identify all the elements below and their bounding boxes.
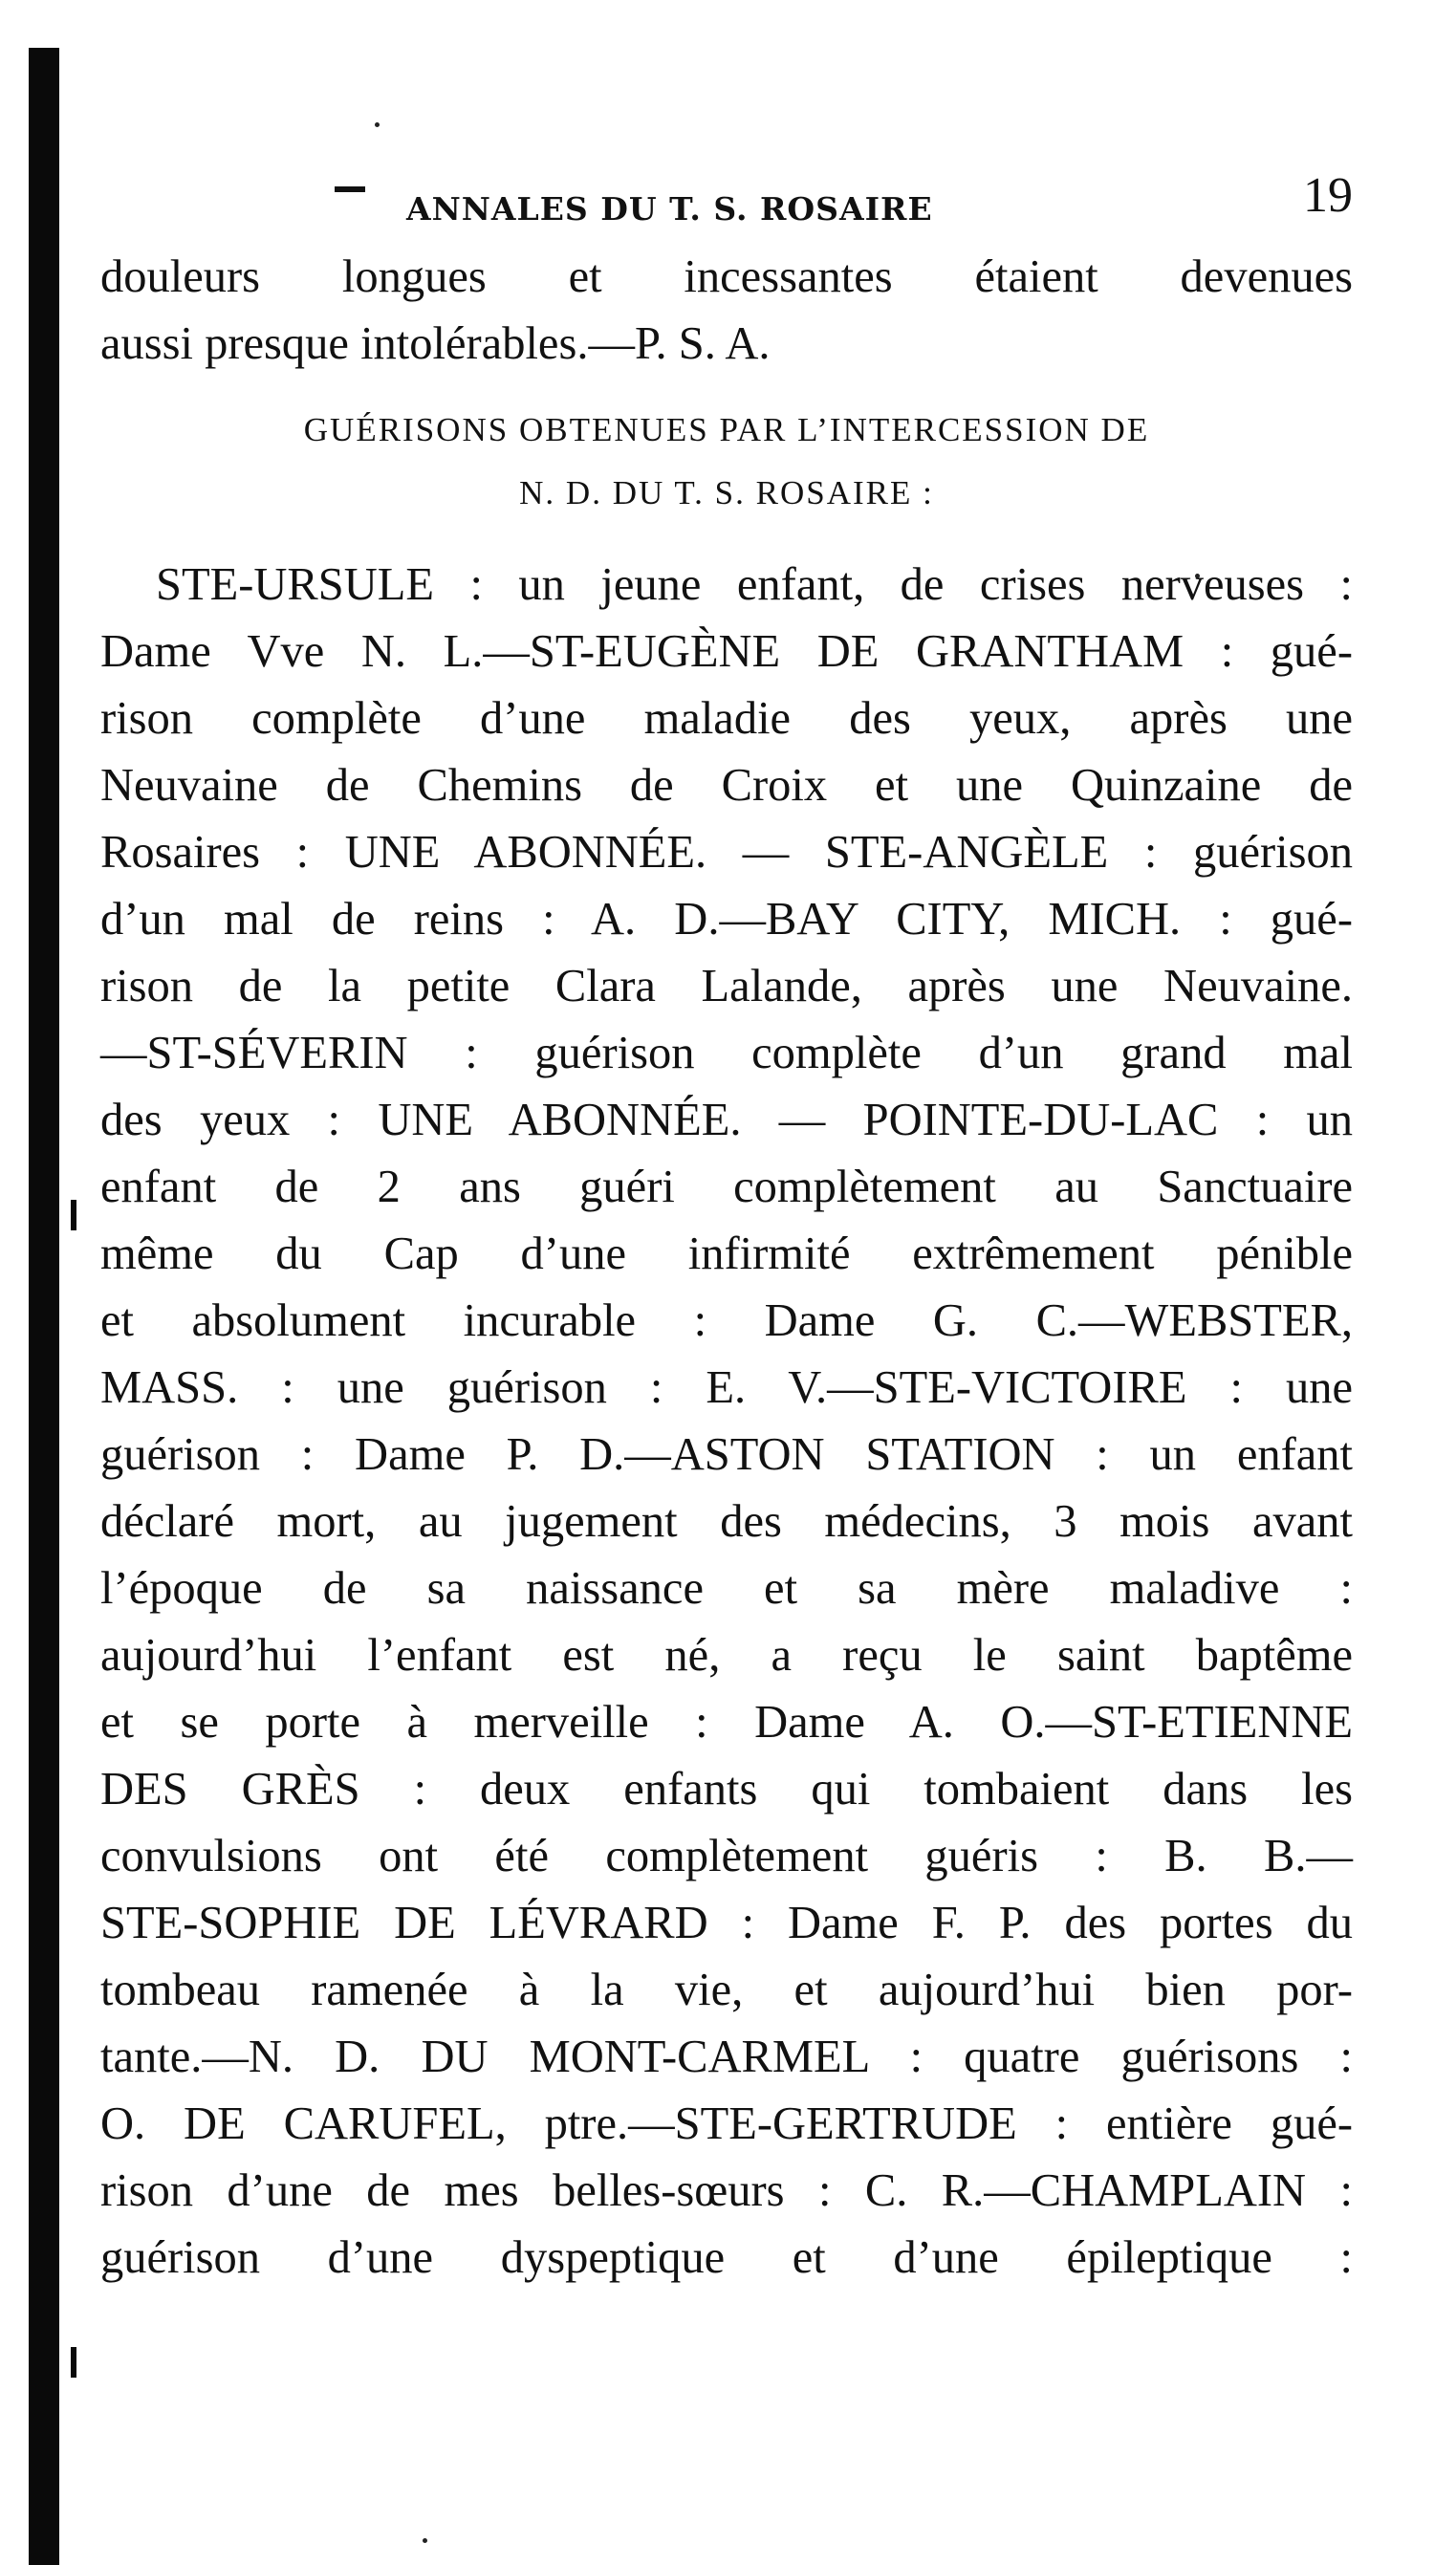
print-speck <box>423 2538 427 2543</box>
text-line: aujourd’hui l’enfant est né, a reçu le saint baptême <box>100 1630 1353 1681</box>
text-line: et absolument incurable : Dame G. C.—WEBSTER, <box>100 1295 1353 1346</box>
text-line: tante.—N. D. DU MONT-CARMEL : quatre guérisons : <box>100 2032 1353 2082</box>
text-line: aussi presque intolérables.—P. S. A. <box>100 318 771 369</box>
text-line: MASS. : une guérison : E. V.—STE-VICTOIRE : une <box>100 1362 1353 1413</box>
text-line: d’un mal de reins : A. D.—BAY CITY, MICH. : gué- <box>100 894 1353 945</box>
binding-mark <box>71 1200 76 1230</box>
header-dash <box>335 186 365 192</box>
page-binding-edge <box>29 48 59 2565</box>
text-line: Dame Vve N. L.—ST-EUGÈNE DE GRANTHAM : gué- <box>100 626 1353 677</box>
page-number: 19 <box>1303 168 1353 223</box>
text-line: guérison : Dame P. D.—ASTON STATION : un enfant <box>100 1429 1353 1480</box>
text-line: convulsions ont été complètement guéris : B. B.— <box>100 1831 1353 1881</box>
book-page <box>100 167 1353 2292</box>
text-line: Rosaires : UNE ABONNÉE. — STE-ANGÈLE : guérison <box>100 827 1353 878</box>
text-line: STE-SOPHIE DE LÉVRARD : Dame F. P. des portes du <box>100 1898 1353 1948</box>
running-head-title: ANNALES DU T. S. ROSAIRE <box>406 190 933 228</box>
text-line: enfant de 2 ans guéri complètement au Sanctuaire <box>100 1162 1353 1212</box>
text-line: guérison d’une dyspeptique et d’une épileptique : <box>100 2232 1353 2283</box>
text-line: déclaré mort, au jugement des médecins, 3 mois avant <box>100 1496 1353 1547</box>
text-line: même du Cap d’une infirmité extrêmement pénible <box>100 1228 1353 1279</box>
print-speck <box>375 122 380 127</box>
text-line: DES GRÈS : deux enfants qui tombaient dans les <box>100 1764 1353 1815</box>
text-line: rison d’une de mes belles-sœurs : C. R.—CHAMPLAIN : <box>100 2165 1353 2216</box>
text-line: rison de la petite Clara Lalande, après une Neuvaine. <box>100 961 1353 1011</box>
text-line: douleurs longues et incessantes étaient devenues <box>100 251 1353 302</box>
text-line: des yeux : UNE ABONNÉE. — POINTE-DU-LAC : un <box>100 1095 1353 1145</box>
text-line: rison complète d’une maladie des yeux, après une <box>100 693 1353 744</box>
section-heading-line: N. D. DU T. S. ROSAIRE : <box>519 474 934 511</box>
text-line: tombeau ramenée à la vie, et aujourd’hui bien por- <box>100 1965 1353 2015</box>
intro-paragraph <box>100 244 1353 378</box>
cures-paragraph <box>100 552 1353 2292</box>
text-line: Neuvaine de Chemins de Croix et une Quinzaine de <box>100 760 1353 811</box>
text-line: STE-URSULE : un jeune enfant, de crises nerveuses : <box>156 559 1353 610</box>
text-line: et se porte à merveille : Dame A. O.—ST-ETIENNE <box>100 1697 1353 1748</box>
text-line: O. DE CARUFEL, ptre.—STE-GERTRUDE : entière gué- <box>100 2098 1353 2149</box>
section-heading-line: GUÉRISONS OBTENUES PAR L’INTERCESSION DE <box>303 411 1150 448</box>
binding-mark <box>71 2347 76 2378</box>
text-line: —ST-SÉVERIN : guérison complète d’un grand mal <box>100 1028 1353 1078</box>
section-heading <box>100 399 1353 525</box>
running-head <box>100 167 1353 244</box>
text-line: l’époque de sa naissance et sa mère maladive : <box>100 1563 1353 1614</box>
